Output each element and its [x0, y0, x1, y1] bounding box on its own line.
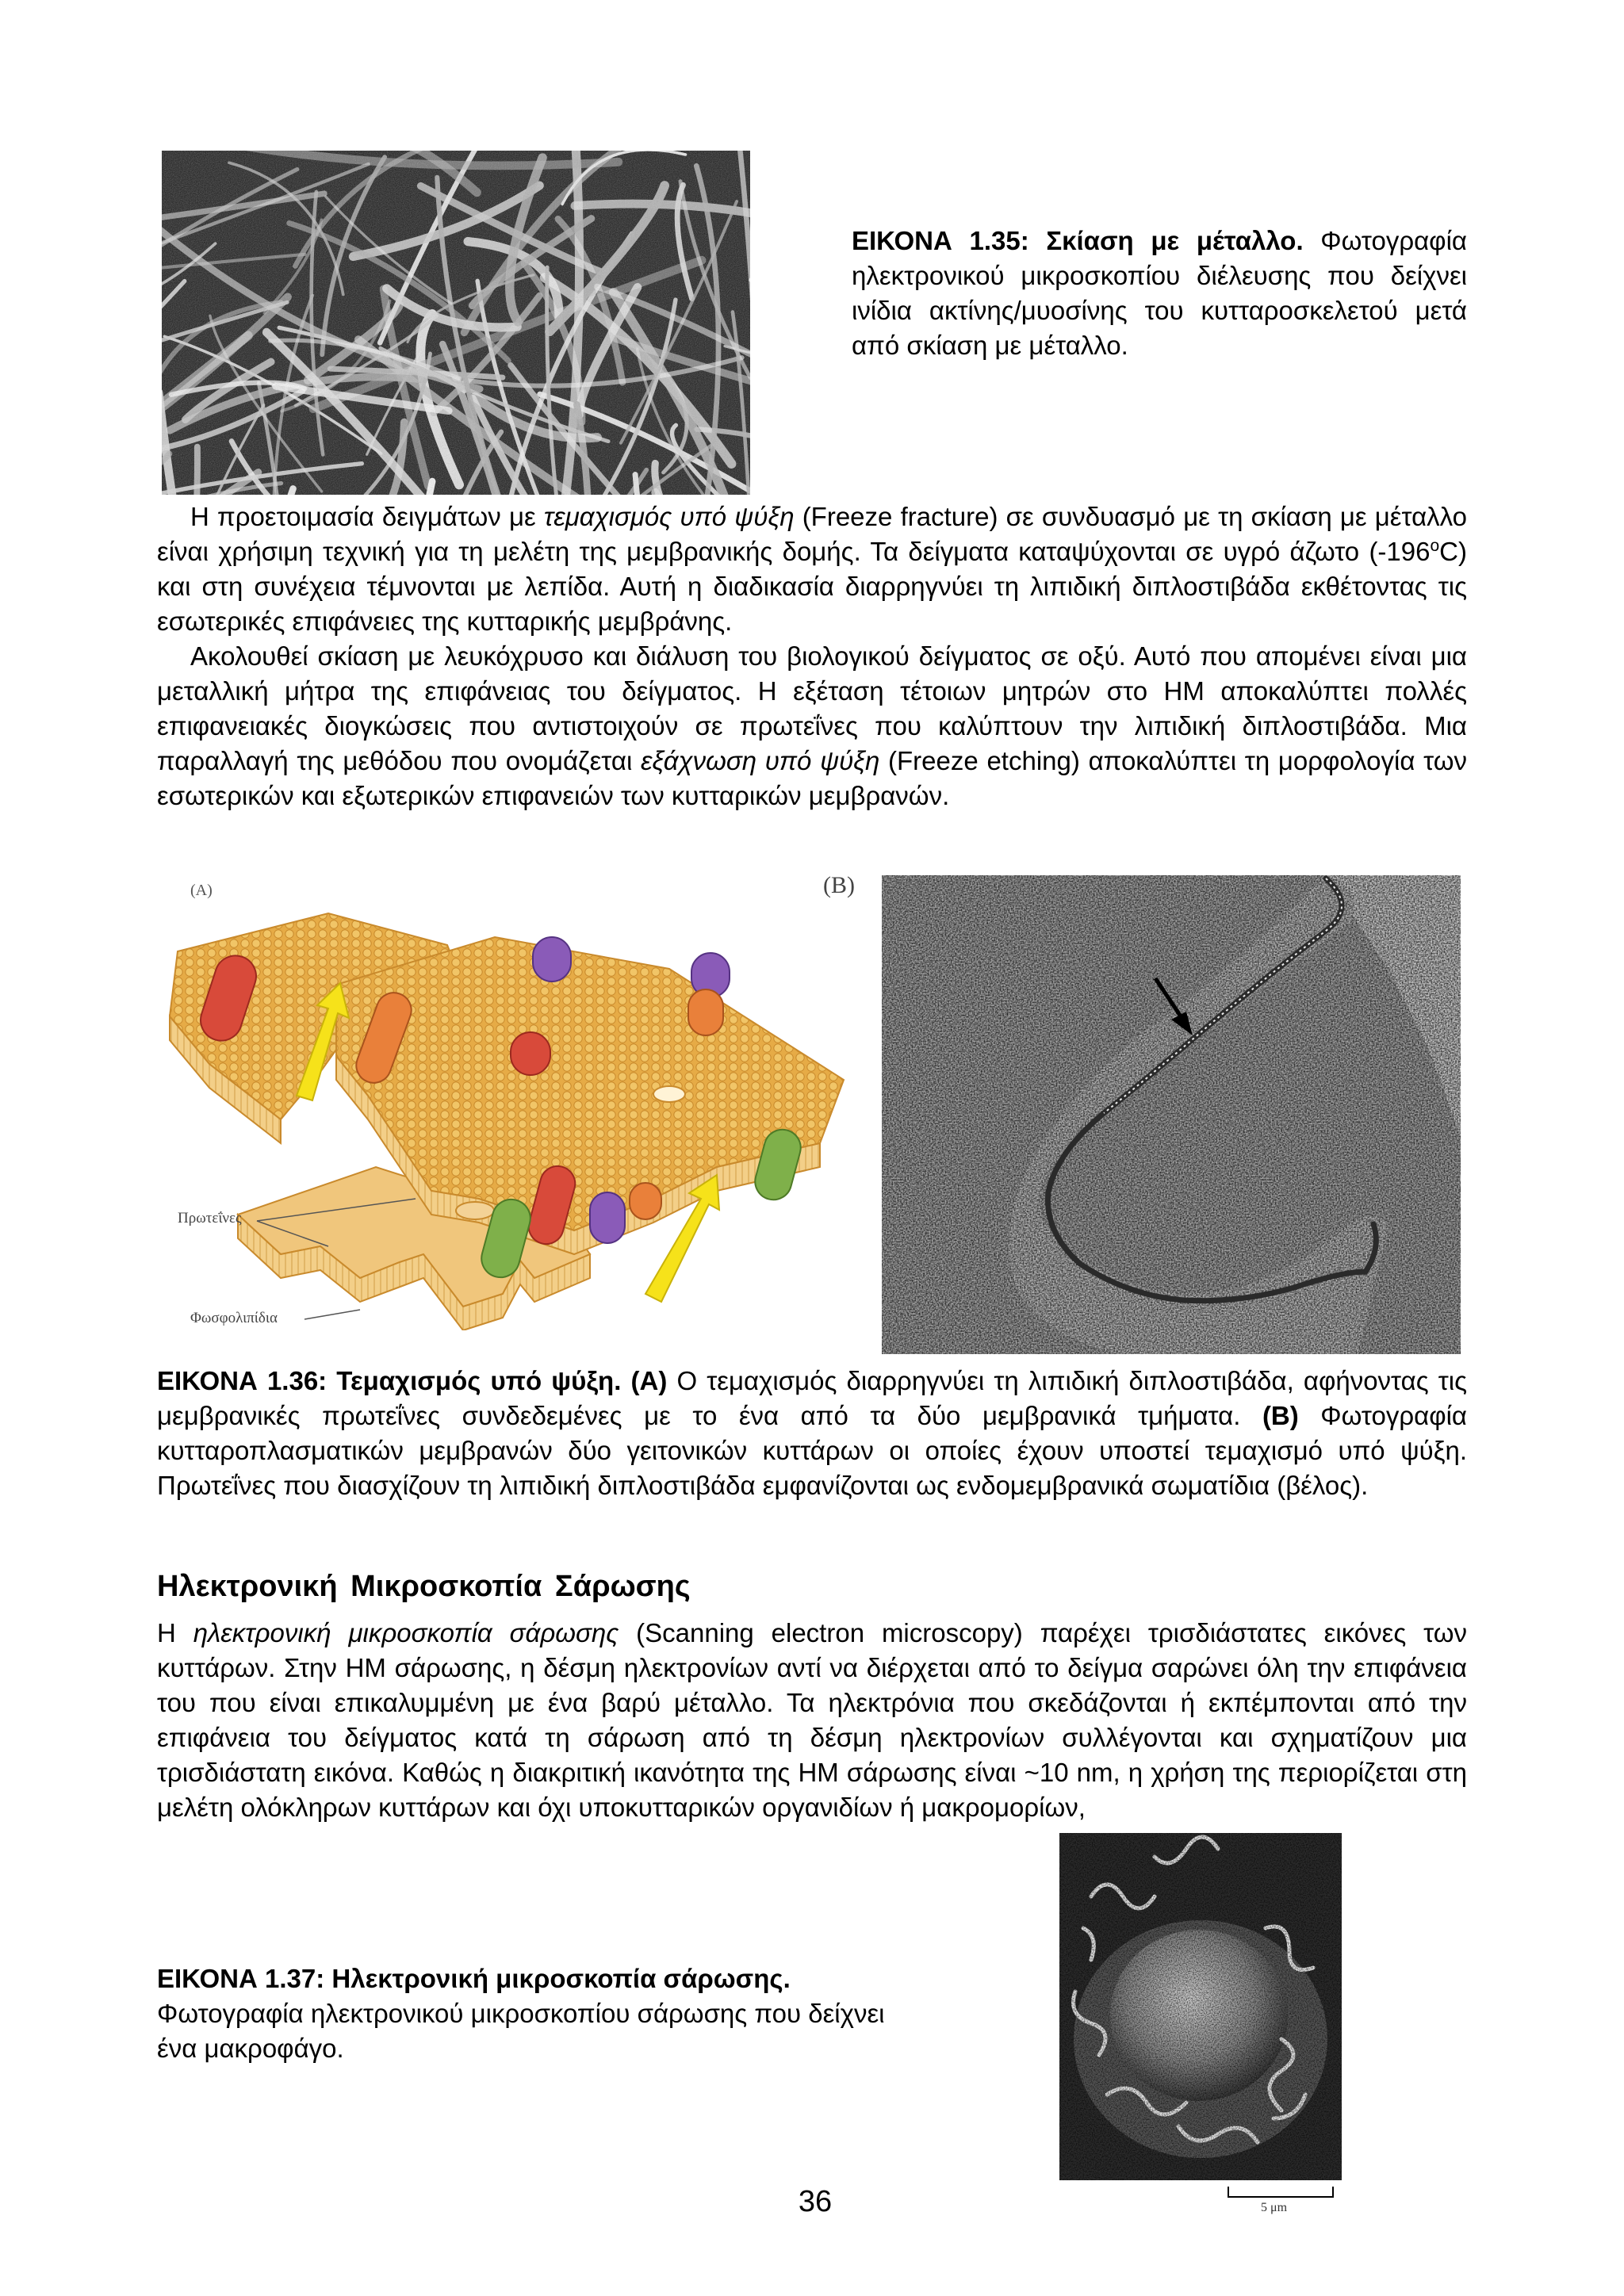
figure-1-36-title: ΕΙΚΟΝΑ 1.36: Τεμαχισμός υπό ψύξη. — [157, 1366, 622, 1395]
text: (Scanning electron microscopy) παρέχει τρισδιάστατες εικόνες των κυττάρων. Στην ΗΜ σάρωσης, η δέσμη ηλεκτρονίων αντί να διέρχεται από το δείγμα σαρώνει όλη την επιφάνεια του που είναι επικαλυμμένη με ένα βαρύ μέταλλο. Τα ηλεκτρόνια που σκεδάζονται ή εκπέμπονται από την επιφάνεια του δείγματος κατά τη σάρωση από τη δέσμη ηλεκτρονίων συλλέγονται και σχηματίζουν μια τρισδιάστατη εικόνα. Καθώς η διακριτική ικανότητα της ΗΜ σάρωσης είναι ~10 nm, η χρήση της περιορίζεται στη μελέτη ολόκληρων κυττάρων και όχι υποκυτταρικών οργανιδίων ή μακρομορίων, — [157, 1618, 1468, 1822]
freeze-fracture-diagram — [162, 882, 860, 1330]
phospholipids-label: Φωσφολιπίδια — [190, 1310, 278, 1326]
panel-b-label: (B) — [823, 872, 855, 898]
page-number: 36 — [798, 2185, 833, 2218]
sem-text — [157, 1616, 1467, 1825]
freeze-fracture-micrograph — [882, 875, 1461, 1354]
text: (Freeze etching) αποκαλύπτει τη μορφολογία των εσωτερικών και εξωτερικών επιφανειών των κυτταρικών μεμβρανών. — [157, 746, 1467, 810]
panel-a-label: (A) — [190, 882, 213, 899]
figure-1-37-title: ΕΙΚΟΝΑ 1.37: Ηλεκτρονική μικροσκοπία σάρωσης. — [157, 1964, 791, 1993]
figure-1-35-text: Φωτογραφία ηλεκτρονικού μικροσκοπίου διέλευσης που δείχνει ινίδια ακτίνης/μυοσίνης του κυτταροσκελετού μετά από σκίαση με μέταλλο. — [852, 226, 1467, 360]
figure-1-37-text: Φωτογραφία ηλεκτρονικού μικροσκοπίου σάρωσης που δείχνει ένα μακροφάγο. — [157, 1999, 885, 2063]
figure-1-37-caption — [157, 1961, 902, 2066]
term-freeze-fracture: τεμαχισμός υπό ψύξη — [543, 502, 795, 531]
macrophage-micrograph — [1059, 1833, 1342, 2180]
figure-1-35-caption — [852, 224, 1467, 363]
text: C) και στη συνέχεια τέμνονται με λεπίδα. Αυτή η διαδικασία διαρρηγνύει τη λιπιδική διπλοστιβάδα εκθέτοντας τις εσωτερικές επιφάνειες της κυτταρικής μεμβράνης. — [157, 537, 1467, 636]
degree-superscript: o — [1430, 537, 1440, 555]
proteins-label: Πρωτεΐνες — [178, 1210, 242, 1226]
caption-tag-b: (B) — [1262, 1401, 1299, 1430]
figure-1-36-caption — [157, 1364, 1467, 1503]
figure-1-35-title: ΕΙΚΟΝΑ 1.35: Σκίαση με μέταλλο. — [852, 226, 1304, 255]
text: Η — [157, 1618, 193, 1647]
caption-text-a: Ο τεμαχισμός διαρρηγνύει τη λιπιδική διπλοστιβάδα, αφήνοντας τις μεμβρανικές πρωτεΐνες συνδεδεμένες με το ένα από τα δύο μεμβρανικά τμήματα. — [157, 1366, 1468, 1430]
text: Η προετοιμασία δειγμάτων με — [190, 502, 544, 531]
paragraph — [157, 1616, 1467, 1825]
scale-bar — [1228, 2187, 1334, 2198]
caption-tag-a: (A) — [630, 1366, 668, 1395]
actin-filaments-micrograph — [162, 151, 750, 495]
paragraph — [157, 499, 1467, 639]
section-heading: Ηλεκτρονική Μικροσκοπία Σάρωσης — [157, 1570, 691, 1603]
text: (Freeze fracture) σε συνδυασμό με τη σκίαση με μέταλλο είναι χρήσιμη τεχνική για τη μελέτη της μεμβρανικής δομής. Τα δείγματα καταψύχονται σε υγρό άζωτο (-196 — [157, 502, 1467, 566]
text: Ακολουθεί σκίαση με λευκόχρυσο και διάλυση του βιολογικού δείγματος σε οξύ. Αυτό που απομένει είναι μια μεταλλική μήτρα της επιφάνειας του δείγματος. Η εξέταση τέτοιων μητρών στο ΗΜ αποκαλύπτει πολλές επιφανειακές διογκώσεις που αντιστοιχούν σε πρωτεΐνες που καλύπτουν την λιπιδική διπλοστιβάδα. Μια παραλλαγή της μεθόδου που ονομάζεται — [157, 641, 1467, 775]
scale-bar-label: 5 μm — [1261, 2201, 1288, 2214]
paragraph — [157, 639, 1467, 813]
term-sem: ηλεκτρονική μικροσκοπία σάρωσης — [193, 1618, 619, 1647]
freeze-fracture-text — [157, 499, 1467, 813]
caption-text-b: Φωτογραφία κυτταροπλασματικών μεμβρανών δύο γειτονικών κυττάρων οι οποίες έχουν υποστεί τεμαχισμό υπό ψύξη. Πρωτεΐνες που διασχίζουν τη λιπιδική διπλοστιβάδα εμφανίζονται ως ενδομεμβρανικά σωματίδια (βέλος). — [157, 1401, 1468, 1500]
term-freeze-etching: εξάχνωση υπό ψύξη — [641, 746, 880, 775]
